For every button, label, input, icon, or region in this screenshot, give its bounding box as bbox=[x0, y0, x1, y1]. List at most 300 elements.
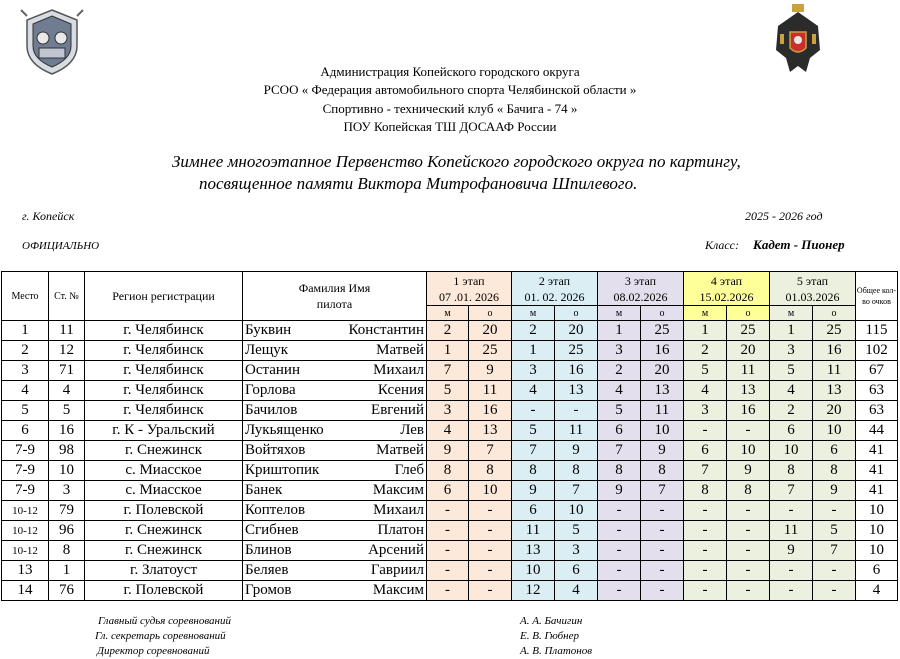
stage-4-points-cell: 25 bbox=[727, 321, 770, 341]
stage-2-place-header: м bbox=[512, 306, 555, 321]
stage-3-place-cell: - bbox=[598, 541, 641, 561]
pilot-first-name: Михаил bbox=[373, 502, 424, 518]
organizer-club: Спортивно - технический клуб « Бачига - 74 » bbox=[322, 101, 578, 116]
stage-2-place-cell: 5 bbox=[512, 421, 555, 441]
stage-2-place-cell: 1 bbox=[512, 341, 555, 361]
stage-5-points-cell: 6 bbox=[813, 441, 856, 461]
pilot-cell bbox=[243, 321, 427, 341]
pilot-first-name: Платон bbox=[377, 522, 424, 538]
stage-1-place-cell: 8 bbox=[427, 461, 469, 481]
stage-3-points-cell: - bbox=[641, 541, 684, 561]
pilot-first-name: Константин bbox=[348, 322, 424, 338]
pilot-last-name: Буквин bbox=[245, 322, 292, 338]
region-cell: г. Снежинск bbox=[85, 441, 243, 461]
pilot-last-name: Банек bbox=[245, 482, 283, 498]
stage-2-place-cell: 9 bbox=[512, 481, 555, 501]
stage-1-points-cell: - bbox=[469, 561, 512, 581]
total-cell: 4 bbox=[856, 581, 898, 601]
judge-name: А. А. Бачигин bbox=[520, 615, 583, 627]
stage-3-points-cell: 20 bbox=[641, 361, 684, 381]
stage-2-points-cell: 5 bbox=[555, 521, 598, 541]
stage-3-points-header: о bbox=[641, 306, 684, 321]
header-total-text: Общее кол-во очков bbox=[856, 286, 897, 306]
place-cell: 7-9 bbox=[2, 461, 49, 481]
pilot-first-name: Максим bbox=[372, 582, 424, 598]
header-stage-3 bbox=[598, 272, 684, 306]
pilot-first-name: Ксения bbox=[377, 382, 424, 398]
stage-4-place-cell: - bbox=[684, 581, 727, 601]
header-total bbox=[856, 272, 898, 321]
total-cell: 67 bbox=[856, 361, 898, 381]
start-no-cell: 12 bbox=[49, 341, 85, 361]
region-cell: с. Миасское bbox=[85, 481, 243, 501]
stage-5-place-cell: 1 bbox=[770, 321, 813, 341]
stage-4-points-cell: 10 bbox=[727, 441, 770, 461]
stage-1-place-cell: - bbox=[427, 521, 469, 541]
header-pilot-text: Фамилия Имя пилота bbox=[298, 281, 371, 311]
place-cell: 10-12 bbox=[2, 521, 49, 541]
total-cell: 63 bbox=[856, 381, 898, 401]
stage-1-date: 07 .01. 2026 bbox=[439, 289, 499, 304]
stage-5-points-cell: - bbox=[813, 561, 856, 581]
stage-4-points-cell: - bbox=[727, 521, 770, 541]
stage-1-points-cell: 8 bbox=[469, 461, 512, 481]
stage-1-points-cell: 7 bbox=[469, 441, 512, 461]
stage-2-points-cell: 11 bbox=[555, 421, 598, 441]
stage-5-place-header: м bbox=[770, 306, 813, 321]
stage-2-place-cell: - bbox=[512, 401, 555, 421]
stage-2-points-cell: 7 bbox=[555, 481, 598, 501]
stage-5-points-cell: 8 bbox=[813, 461, 856, 481]
stage-4-place-cell: 1 bbox=[684, 321, 727, 341]
region-cell: с. Миасское bbox=[85, 461, 243, 481]
stage-1-points-cell: 10 bbox=[469, 481, 512, 501]
class-label: Класс: bbox=[705, 238, 739, 252]
stage-4-place-cell: - bbox=[684, 541, 727, 561]
place-cell: 13 bbox=[2, 561, 49, 581]
pilot-cell bbox=[243, 361, 427, 381]
stage-1-points-cell: - bbox=[469, 501, 512, 521]
stage-4-points-cell: 20 bbox=[727, 341, 770, 361]
stage-5-points-cell: 5 bbox=[813, 521, 856, 541]
stage-5-place-cell: - bbox=[770, 581, 813, 601]
stage-5-name: 5 этап bbox=[796, 273, 829, 288]
table-row bbox=[2, 561, 898, 581]
secretary-role: Гл. секретарь соревнований bbox=[95, 630, 226, 642]
pilot-first-name: Евгений bbox=[371, 402, 424, 418]
start-no-cell: 1 bbox=[49, 561, 85, 581]
stage-3-points-cell: 13 bbox=[641, 381, 684, 401]
table-row bbox=[2, 341, 898, 361]
header-place: Место bbox=[2, 272, 49, 321]
pilot-name bbox=[245, 542, 424, 559]
table-row bbox=[2, 361, 898, 381]
stage-2-points-cell: 9 bbox=[555, 441, 598, 461]
pilot-cell bbox=[243, 401, 427, 421]
stage-4-points-cell: - bbox=[727, 421, 770, 441]
event-title-line1: Зимнее многоэтапное Первенство Копейского городского округа по картингу, bbox=[172, 152, 741, 171]
stage-3-place-cell: 2 bbox=[598, 361, 641, 381]
pilot-last-name: Беляев bbox=[245, 562, 289, 578]
pilot-name bbox=[245, 502, 424, 519]
pilot-last-name: Бачилов bbox=[245, 402, 298, 418]
stage-3-place-cell: 4 bbox=[598, 381, 641, 401]
table-row bbox=[2, 541, 898, 561]
place-cell: 7-9 bbox=[2, 481, 49, 501]
pilot-cell bbox=[243, 481, 427, 501]
stage-4-date: 15.02.2026 bbox=[699, 289, 754, 304]
stage-2-date: 01. 02. 2026 bbox=[524, 289, 585, 304]
stage-5-place-cell: 10 bbox=[770, 441, 813, 461]
stage-2-place-cell: 7 bbox=[512, 441, 555, 461]
stage-3-points-cell: 10 bbox=[641, 421, 684, 441]
stage-4-points-cell: 11 bbox=[727, 361, 770, 381]
header-stage-2 bbox=[512, 272, 598, 306]
table-row bbox=[2, 501, 898, 521]
total-cell: 41 bbox=[856, 441, 898, 461]
place-cell: 14 bbox=[2, 581, 49, 601]
stage-4-place-cell: - bbox=[684, 501, 727, 521]
stage-1-points-cell: 9 bbox=[469, 361, 512, 381]
stage-3-place-cell: 8 bbox=[598, 461, 641, 481]
region-cell: г. Челябинск bbox=[85, 361, 243, 381]
total-cell: 115 bbox=[856, 321, 898, 341]
stage-2-points-cell: 16 bbox=[555, 361, 598, 381]
total-cell: 102 bbox=[856, 341, 898, 361]
pilot-last-name: Громов bbox=[245, 582, 292, 598]
stage-4-place-cell: 4 bbox=[684, 381, 727, 401]
stage-4-points-cell: - bbox=[727, 541, 770, 561]
table-row bbox=[2, 401, 898, 421]
region-cell: г. Челябинск bbox=[85, 321, 243, 341]
place-cell: 1 bbox=[2, 321, 49, 341]
pilot-first-name: Максим bbox=[372, 482, 424, 498]
stage-1-points-cell: 20 bbox=[469, 321, 512, 341]
stage-1-place-cell: - bbox=[427, 561, 469, 581]
stage-2-points-cell: 20 bbox=[555, 321, 598, 341]
organizer-administration: Администрация Копейского городского округа bbox=[320, 64, 580, 79]
table-row bbox=[2, 421, 898, 441]
stage-1-place-header: м bbox=[427, 306, 469, 321]
stage-5-place-cell: 4 bbox=[770, 381, 813, 401]
pilot-name bbox=[245, 342, 424, 359]
total-cell: 10 bbox=[856, 521, 898, 541]
pilot-name bbox=[245, 322, 424, 339]
pilot-cell bbox=[243, 421, 427, 441]
region-cell: г. Челябинск bbox=[85, 341, 243, 361]
stage-4-place-cell: 8 bbox=[684, 481, 727, 501]
pilot-last-name: Горлова bbox=[245, 382, 296, 398]
pilot-cell bbox=[243, 501, 427, 521]
organizer-federation: РСОО « Федерация автомобильного спорта Челябинской области » bbox=[263, 82, 637, 97]
stage-2-points-cell: 25 bbox=[555, 341, 598, 361]
stage-4-points-cell: 8 bbox=[727, 481, 770, 501]
pilot-first-name: Матвей bbox=[376, 442, 424, 458]
region-cell: г. Полевской bbox=[85, 501, 243, 521]
stage-1-place-cell: 3 bbox=[427, 401, 469, 421]
stage-2-place-cell: 4 bbox=[512, 381, 555, 401]
stage-3-name: 3 этап bbox=[624, 273, 657, 288]
stage-5-place-cell: 7 bbox=[770, 481, 813, 501]
pilot-first-name: Глеб bbox=[394, 462, 424, 478]
pilot-name bbox=[245, 482, 424, 499]
place-cell: 10-12 bbox=[2, 541, 49, 561]
stage-3-date: 08.02.2026 bbox=[613, 289, 668, 304]
stage-2-points-cell: 10 bbox=[555, 501, 598, 521]
pilot-first-name: Михаил bbox=[373, 362, 424, 378]
pilot-cell bbox=[243, 341, 427, 361]
pilot-last-name: Криштопик bbox=[245, 462, 320, 478]
header-stage-4 bbox=[684, 272, 770, 306]
total-cell: 41 bbox=[856, 461, 898, 481]
stage-3-points-cell: 16 bbox=[641, 341, 684, 361]
header-stage-1 bbox=[427, 272, 512, 306]
stage-2-points-header: о bbox=[555, 306, 598, 321]
stage-5-points-cell: 16 bbox=[813, 341, 856, 361]
total-cell: 10 bbox=[856, 501, 898, 521]
stage-1-points-cell: 25 bbox=[469, 341, 512, 361]
table-row bbox=[2, 441, 898, 461]
pilot-name bbox=[245, 522, 424, 539]
table-row bbox=[2, 321, 898, 341]
stage-1-place-cell: 7 bbox=[427, 361, 469, 381]
organizer-school: ПОУ Копейская ТШ ДОСААФ России bbox=[343, 119, 557, 134]
stage-1-points-cell: - bbox=[469, 521, 512, 541]
place-cell: 4 bbox=[2, 381, 49, 401]
start-no-cell: 3 bbox=[49, 481, 85, 501]
pilot-name bbox=[245, 402, 424, 419]
stage-5-place-cell: 3 bbox=[770, 341, 813, 361]
pilot-cell bbox=[243, 441, 427, 461]
stage-2-points-cell: 13 bbox=[555, 381, 598, 401]
stage-3-place-cell: - bbox=[598, 501, 641, 521]
stage-2-place-cell: 6 bbox=[512, 501, 555, 521]
stage-2-name: 2 этап bbox=[538, 273, 571, 288]
total-cell: 41 bbox=[856, 481, 898, 501]
event-title-line2: посвященное памяти Виктора Митрофановича Шпилевого. bbox=[199, 174, 638, 193]
stage-4-place-cell: 6 bbox=[684, 441, 727, 461]
pilot-first-name: Арсений bbox=[368, 542, 424, 558]
region-cell: г. К - Уральский bbox=[85, 421, 243, 441]
pilot-cell bbox=[243, 461, 427, 481]
stage-1-points-cell: 11 bbox=[469, 381, 512, 401]
place-cell: 6 bbox=[2, 421, 49, 441]
header-region: Регион регистрации bbox=[85, 272, 243, 321]
region-cell: г. Снежинск bbox=[85, 541, 243, 561]
stage-2-place-cell: 8 bbox=[512, 461, 555, 481]
region-cell: г. Полевской bbox=[85, 581, 243, 601]
season-label: 2025 - 2026 год bbox=[745, 209, 823, 223]
organizers-header bbox=[0, 63, 900, 136]
pilot-last-name: Лукьященко bbox=[245, 422, 324, 438]
pilot-name bbox=[245, 582, 424, 599]
stage-5-points-cell: 25 bbox=[813, 321, 856, 341]
stage-2-points-cell: - bbox=[555, 401, 598, 421]
stage-4-points-header: о bbox=[727, 306, 770, 321]
table-row bbox=[2, 461, 898, 481]
stage-4-points-cell: 9 bbox=[727, 461, 770, 481]
stage-3-place-cell: 3 bbox=[598, 341, 641, 361]
table-row bbox=[2, 381, 898, 401]
stage-1-points-cell: - bbox=[469, 581, 512, 601]
director-name: А. В. Платонов bbox=[520, 645, 592, 657]
stage-3-points-cell: 8 bbox=[641, 461, 684, 481]
stage-4-place-cell: 2 bbox=[684, 341, 727, 361]
stage-4-points-cell: - bbox=[727, 561, 770, 581]
stage-3-place-cell: 9 bbox=[598, 481, 641, 501]
header-pilot bbox=[243, 272, 427, 321]
stage-3-points-cell: - bbox=[641, 581, 684, 601]
region-cell: г. Челябинск bbox=[85, 381, 243, 401]
stage-5-points-header: о bbox=[813, 306, 856, 321]
place-cell: 5 bbox=[2, 401, 49, 421]
start-no-cell: 76 bbox=[49, 581, 85, 601]
stage-2-points-cell: 3 bbox=[555, 541, 598, 561]
stage-2-place-cell: 10 bbox=[512, 561, 555, 581]
stage-5-place-cell: - bbox=[770, 561, 813, 581]
pilot-cell bbox=[243, 541, 427, 561]
stage-3-points-cell: - bbox=[641, 561, 684, 581]
stage-2-points-cell: 4 bbox=[555, 581, 598, 601]
pilot-first-name: Гавриил bbox=[370, 562, 424, 578]
pilot-last-name: Коптелов bbox=[245, 502, 306, 518]
stage-1-points-cell: 16 bbox=[469, 401, 512, 421]
place-cell: 10-12 bbox=[2, 501, 49, 521]
stage-3-place-cell: 1 bbox=[598, 321, 641, 341]
stage-1-points-cell: 13 bbox=[469, 421, 512, 441]
pilot-first-name: Лев bbox=[400, 422, 424, 438]
status-label: ОФИЦИАЛЬНО bbox=[22, 240, 100, 252]
stage-4-points-cell: - bbox=[727, 501, 770, 521]
stage-3-points-cell: - bbox=[641, 501, 684, 521]
stage-3-points-cell: - bbox=[641, 521, 684, 541]
stage-1-place-cell: 9 bbox=[427, 441, 469, 461]
pilot-name bbox=[245, 562, 424, 579]
region-cell: г. Челябинск bbox=[85, 401, 243, 421]
start-no-cell: 8 bbox=[49, 541, 85, 561]
stage-5-points-cell: 10 bbox=[813, 421, 856, 441]
region-cell: г. Златоуст bbox=[85, 561, 243, 581]
stage-3-points-cell: 25 bbox=[641, 321, 684, 341]
stage-2-place-cell: 3 bbox=[512, 361, 555, 381]
city-label: г. Копейск bbox=[22, 209, 75, 223]
director-role: Директор соревнований bbox=[97, 645, 210, 657]
place-cell: 7-9 bbox=[2, 441, 49, 461]
total-cell: 44 bbox=[856, 421, 898, 441]
stage-1-place-cell: - bbox=[427, 541, 469, 561]
start-no-cell: 98 bbox=[49, 441, 85, 461]
start-no-cell: 16 bbox=[49, 421, 85, 441]
judge-role: Главный судья соревнований bbox=[98, 615, 232, 627]
stage-5-place-cell: - bbox=[770, 501, 813, 521]
start-no-cell: 5 bbox=[49, 401, 85, 421]
stage-3-points-cell: 7 bbox=[641, 481, 684, 501]
stage-3-place-cell: - bbox=[598, 521, 641, 541]
class-value: Кадет - Пионер bbox=[753, 237, 845, 252]
stage-4-points-cell: - bbox=[727, 581, 770, 601]
pilot-name bbox=[245, 422, 424, 439]
stage-3-place-cell: - bbox=[598, 561, 641, 581]
stage-4-name: 4 этап bbox=[710, 273, 743, 288]
stage-1-place-cell: 6 bbox=[427, 481, 469, 501]
start-no-cell: 11 bbox=[49, 321, 85, 341]
stage-5-points-cell: 9 bbox=[813, 481, 856, 501]
place-cell: 2 bbox=[2, 341, 49, 361]
stage-4-place-cell: 3 bbox=[684, 401, 727, 421]
results-table bbox=[1, 271, 898, 601]
stage-5-points-cell: - bbox=[813, 581, 856, 601]
stage-5-place-cell: 8 bbox=[770, 461, 813, 481]
stage-2-place-cell: 13 bbox=[512, 541, 555, 561]
stage-1-name: 1 этап bbox=[453, 273, 485, 288]
stage-4-place-cell: - bbox=[684, 521, 727, 541]
stage-5-place-cell: 6 bbox=[770, 421, 813, 441]
start-no-cell: 10 bbox=[49, 461, 85, 481]
table-row bbox=[2, 521, 898, 541]
stage-5-place-cell: 11 bbox=[770, 521, 813, 541]
secretary-name: Е. В. Гюбнер bbox=[520, 630, 579, 642]
stage-1-place-cell: 2 bbox=[427, 321, 469, 341]
pilot-last-name: Лещук bbox=[245, 342, 289, 358]
stage-2-points-cell: 8 bbox=[555, 461, 598, 481]
stage-3-points-cell: 9 bbox=[641, 441, 684, 461]
pilot-name bbox=[245, 362, 424, 379]
table-row bbox=[2, 581, 898, 601]
stage-3-place-cell: 7 bbox=[598, 441, 641, 461]
stage-5-points-cell: 20 bbox=[813, 401, 856, 421]
start-no-cell: 71 bbox=[49, 361, 85, 381]
pilot-last-name: Войтяхов bbox=[245, 442, 306, 458]
start-no-cell: 4 bbox=[49, 381, 85, 401]
stage-2-points-cell: 6 bbox=[555, 561, 598, 581]
stage-5-place-cell: 2 bbox=[770, 401, 813, 421]
stage-2-place-cell: 2 bbox=[512, 321, 555, 341]
place-cell: 3 bbox=[2, 361, 49, 381]
total-cell: 6 bbox=[856, 561, 898, 581]
pilot-cell bbox=[243, 561, 427, 581]
stage-4-points-cell: 16 bbox=[727, 401, 770, 421]
stage-5-place-cell: 5 bbox=[770, 361, 813, 381]
stage-3-place-cell: 5 bbox=[598, 401, 641, 421]
stage-4-place-cell: 7 bbox=[684, 461, 727, 481]
stage-5-points-cell: 13 bbox=[813, 381, 856, 401]
stage-2-place-cell: 11 bbox=[512, 521, 555, 541]
pilot-name bbox=[245, 442, 424, 459]
stage-4-place-cell: - bbox=[684, 421, 727, 441]
stage-1-place-cell: 4 bbox=[427, 421, 469, 441]
pilot-last-name: Сгибнев bbox=[245, 522, 299, 538]
pilot-first-name: Матвей bbox=[376, 342, 424, 358]
start-no-cell: 96 bbox=[49, 521, 85, 541]
stage-4-place-header: м bbox=[684, 306, 727, 321]
pilot-cell bbox=[243, 581, 427, 601]
stage-4-points-cell: 13 bbox=[727, 381, 770, 401]
stage-1-place-cell: - bbox=[427, 581, 469, 601]
start-no-cell: 79 bbox=[49, 501, 85, 521]
total-cell: 10 bbox=[856, 541, 898, 561]
stage-1-place-cell: 5 bbox=[427, 381, 469, 401]
region-cell: г. Снежинск bbox=[85, 521, 243, 541]
header-start-no bbox=[49, 272, 85, 321]
pilot-name bbox=[245, 462, 424, 479]
stage-1-points-header: о bbox=[469, 306, 512, 321]
stage-5-date: 01.03.2026 bbox=[785, 289, 840, 304]
total-cell: 63 bbox=[856, 401, 898, 421]
header-stage-5 bbox=[770, 272, 856, 306]
stage-5-points-cell: - bbox=[813, 501, 856, 521]
stage-1-place-cell: - bbox=[427, 501, 469, 521]
pilot-cell bbox=[243, 521, 427, 541]
